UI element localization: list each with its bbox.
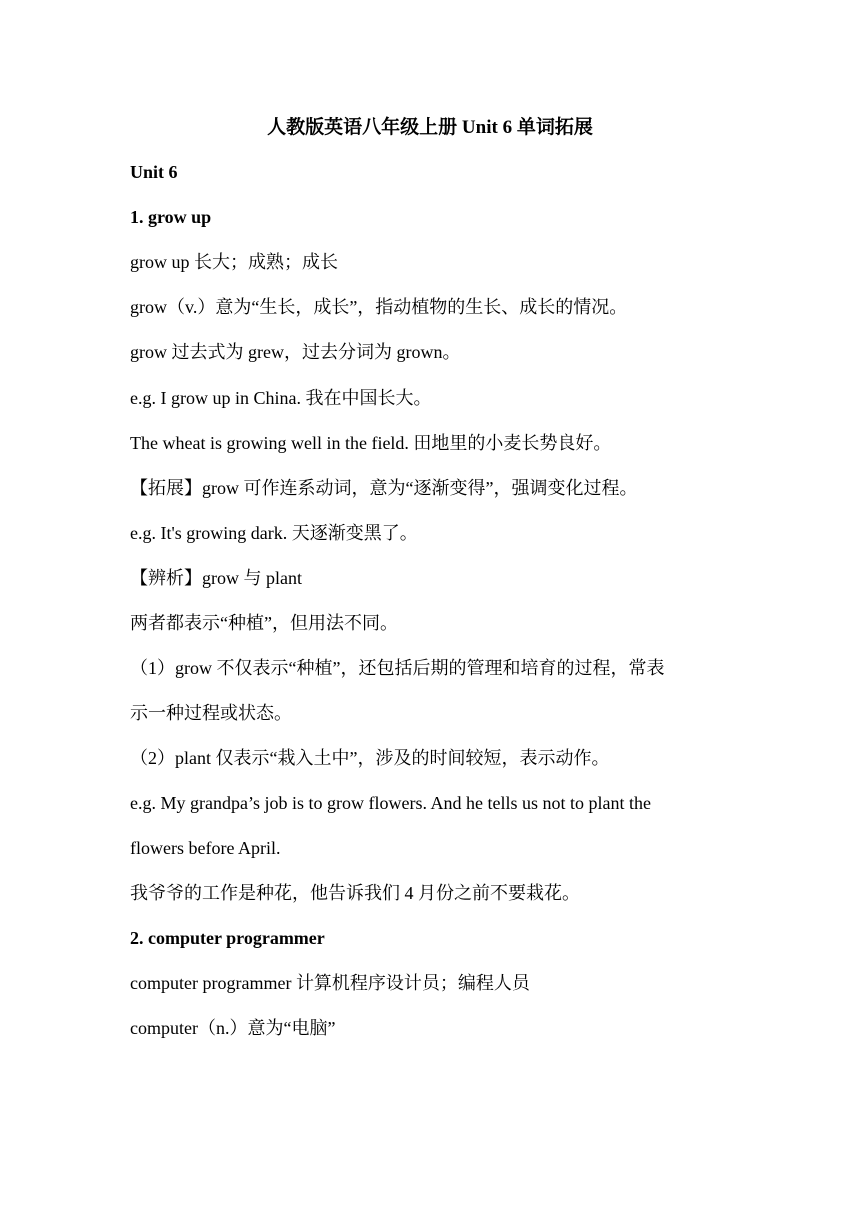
comparison-line: 两者都表示“种植”，但用法不同。 — [130, 613, 398, 633]
example-line: The wheat is growing well in the field. 田地里的小麦长势良好。 — [130, 433, 612, 453]
explanation-line: computer（n.）意为“电脑” — [130, 1018, 336, 1038]
example-line: e.g. My grandpa’s job is to grow flowers. And he tells us not to plant the — [130, 793, 651, 813]
section-heading-computer-programmer: 2. computer programmer — [130, 928, 325, 948]
explanation-line: grow 过去式为 grew，过去分词为 grown。 — [130, 342, 461, 362]
definition-line: grow up 长大；成熟；成长 — [130, 252, 338, 272]
comparison-point-1-continued: 示一种过程或状态。 — [130, 703, 292, 723]
unit-heading: Unit 6 — [130, 162, 178, 182]
example-line-continued: flowers before April. — [130, 838, 281, 858]
explanation-line: grow（v.）意为“生长，成长”，指动植物的生长、成长的情况。 — [130, 297, 628, 317]
translation-line: 我爷爷的工作是种花，他告诉我们 4 月份之前不要栽花。 — [130, 883, 580, 903]
comparison-point-2: （2）plant 仅表示“栽入土中”，涉及的时间较短，表示动作。 — [130, 748, 610, 768]
comparison-heading: 【辨析】grow 与 plant — [130, 568, 302, 588]
example-line: e.g. It's growing dark. 天逐渐变黑了。 — [130, 523, 418, 543]
comparison-point-1: （1）grow 不仅表示“种植”，还包括后期的管理和培育的过程，常表 — [130, 658, 665, 678]
extension-note: 【拓展】grow 可作连系动词，意为“逐渐变得”，强调变化过程。 — [130, 478, 638, 498]
document-title: 人教版英语八年级上册 Unit 6 单词拓展 — [267, 117, 593, 138]
section-heading-grow-up: 1. grow up — [130, 207, 212, 227]
example-line: e.g. I grow up in China. 我在中国长大。 — [130, 388, 432, 408]
definition-line: computer programmer 计算机程序设计员；编程人员 — [130, 973, 530, 993]
